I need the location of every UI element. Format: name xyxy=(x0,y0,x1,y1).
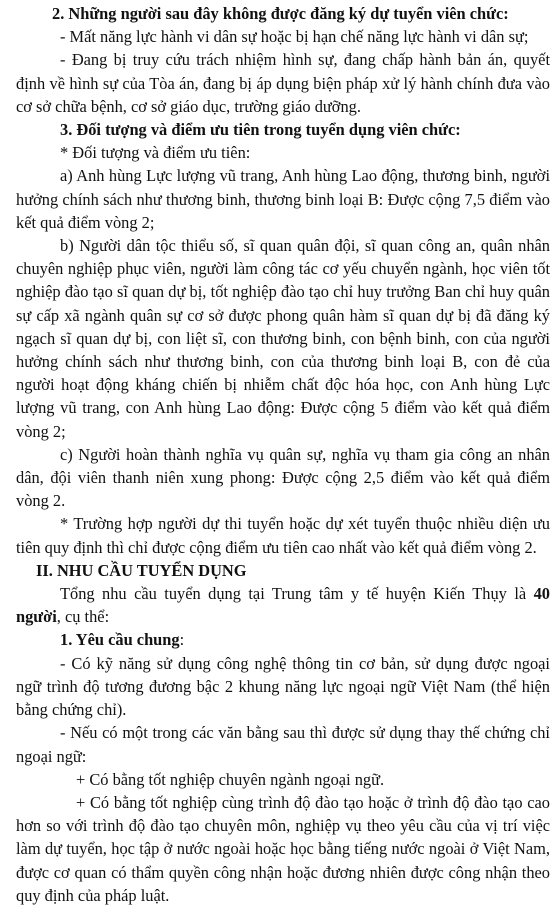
section-2-item-2: - Đang bị truy cứu trách nhiệm hình sự, đang chấp hành bản án, quyết định về hình sự của Tòa án, đang bị áp dụng biện pháp xử lý hành chính đưa vào cơ sở chữa bệnh, cơ sở giáo dục, trường giáo dưỡng. xyxy=(16,50,550,116)
section-3-note: * Trường hợp người dự thi tuyển hoặc dự xét tuyển thuộc nhiều diện ưu tiên quy định thì chỉ được cộng điểm ưu tiên cao nhất vào kết quả điểm vòng 2. xyxy=(16,514,550,557)
sub-1-heading: 1. Yêu cầu chung xyxy=(60,630,180,650)
sub-1-heading-line xyxy=(16,628,550,651)
requirement-2b: + Có bằng tốt nghiệp cùng trình độ đào tạo hoặc ở trình độ đào tạo cao hơn so với trình độ đào tạo chuyên môn, nghiệp vụ theo yêu cầu của vị trí việc làm dự tuyển, học tập ở nước ngoài hoặc học bằng tiếng nước ngoài ở Việt Nam, được cơ quan có thẩm quyền công nhận hoặc đương nhiên được công nhận theo quy định của pháp luật. xyxy=(16,792,550,905)
total-prefix: Tổng nhu cầu tuyển dụng tại Trung tâm y tế huyện Kiến Thụy là xyxy=(60,584,534,604)
requirement-2: - Nếu có một trong các văn bằng sau thì được sử dụng thay thế chứng chỉ ngoại ngữ: xyxy=(16,723,550,766)
section-2-heading: 2. Những người sau đây không được đăng ký dự tuyển viên chức: xyxy=(52,4,509,23)
sub-1-colon: : xyxy=(179,630,185,650)
total-suffix: , cụ thể: xyxy=(56,607,110,627)
section-3-intro: * Đối tượng và điểm ưu tiên: xyxy=(60,143,251,163)
section-3-item-a: a) Anh hùng Lực lượng vũ trang, Anh hùng Lao động, thương binh, người hưởng chính sách như thương binh, thương binh loại B: Được cộng 7,5 điểm vào kết quả điểm vòng 2; xyxy=(16,166,550,232)
total-count: 40 người xyxy=(16,584,550,627)
requirement-2a: + Có bằng tốt nghiệp chuyên ngành ngoại ngữ. xyxy=(76,769,385,789)
section-3-item-c: c) Người hoàn thành nghĩa vụ quân sự, nghĩa vụ tham gia công an nhân dân, đội viên thanh niên xung phong: Được cộng 2,5 điểm vào kết quả điểm vòng 2. xyxy=(16,444,550,511)
requirement-1: - Có kỹ năng sử dụng công nghệ thông tin cơ bản, sử dụng được ngoại ngữ trình độ tương đương bậc 2 khung năng lực ngoại ngữ Việt Nam (thể hiện bằng chứng chỉ). xyxy=(16,653,550,720)
part-ii-total xyxy=(16,582,550,628)
section-3-item-b: b) Người dân tộc thiểu số, sĩ quan quân đội, sĩ quan công an, quân nhân chuyên nghiệp phục viên, người làm công tác cơ yếu chuyển ngành, học viên tốt nghiệp đào tạo sĩ quan dự bị, tốt nghiệp đào tạo chỉ huy trưởng Ban chỉ huy quân sự cấp xã ngành quân sự cơ sở được phong quân hàm sĩ quan dự bị đã đăng ký ngạch sĩ quan dự bị, con liệt sĩ, con thương binh, con bệnh binh, con của người hưởng chính sách như thương binh, con của thương binh loại B, con đẻ của người hoạt động kháng chiến bị nhiễm chất độc hóa học, con Anh hùng Lực lượng vũ trang, con Anh hùng Lao động: Được cộng 5 điểm vào kết quả điểm vòng 2; xyxy=(16,236,550,441)
part-ii-heading: II. NHU CẦU TUYỂN DỤNG xyxy=(36,560,247,580)
section-3-heading: 3. Đối tượng và điểm ưu tiên trong tuyển dụng viên chức: xyxy=(60,120,461,140)
section-2-item-1: - Mất năng lực hành vi dân sự hoặc bị hạn chế năng lực hành vi dân sự; xyxy=(60,27,529,47)
